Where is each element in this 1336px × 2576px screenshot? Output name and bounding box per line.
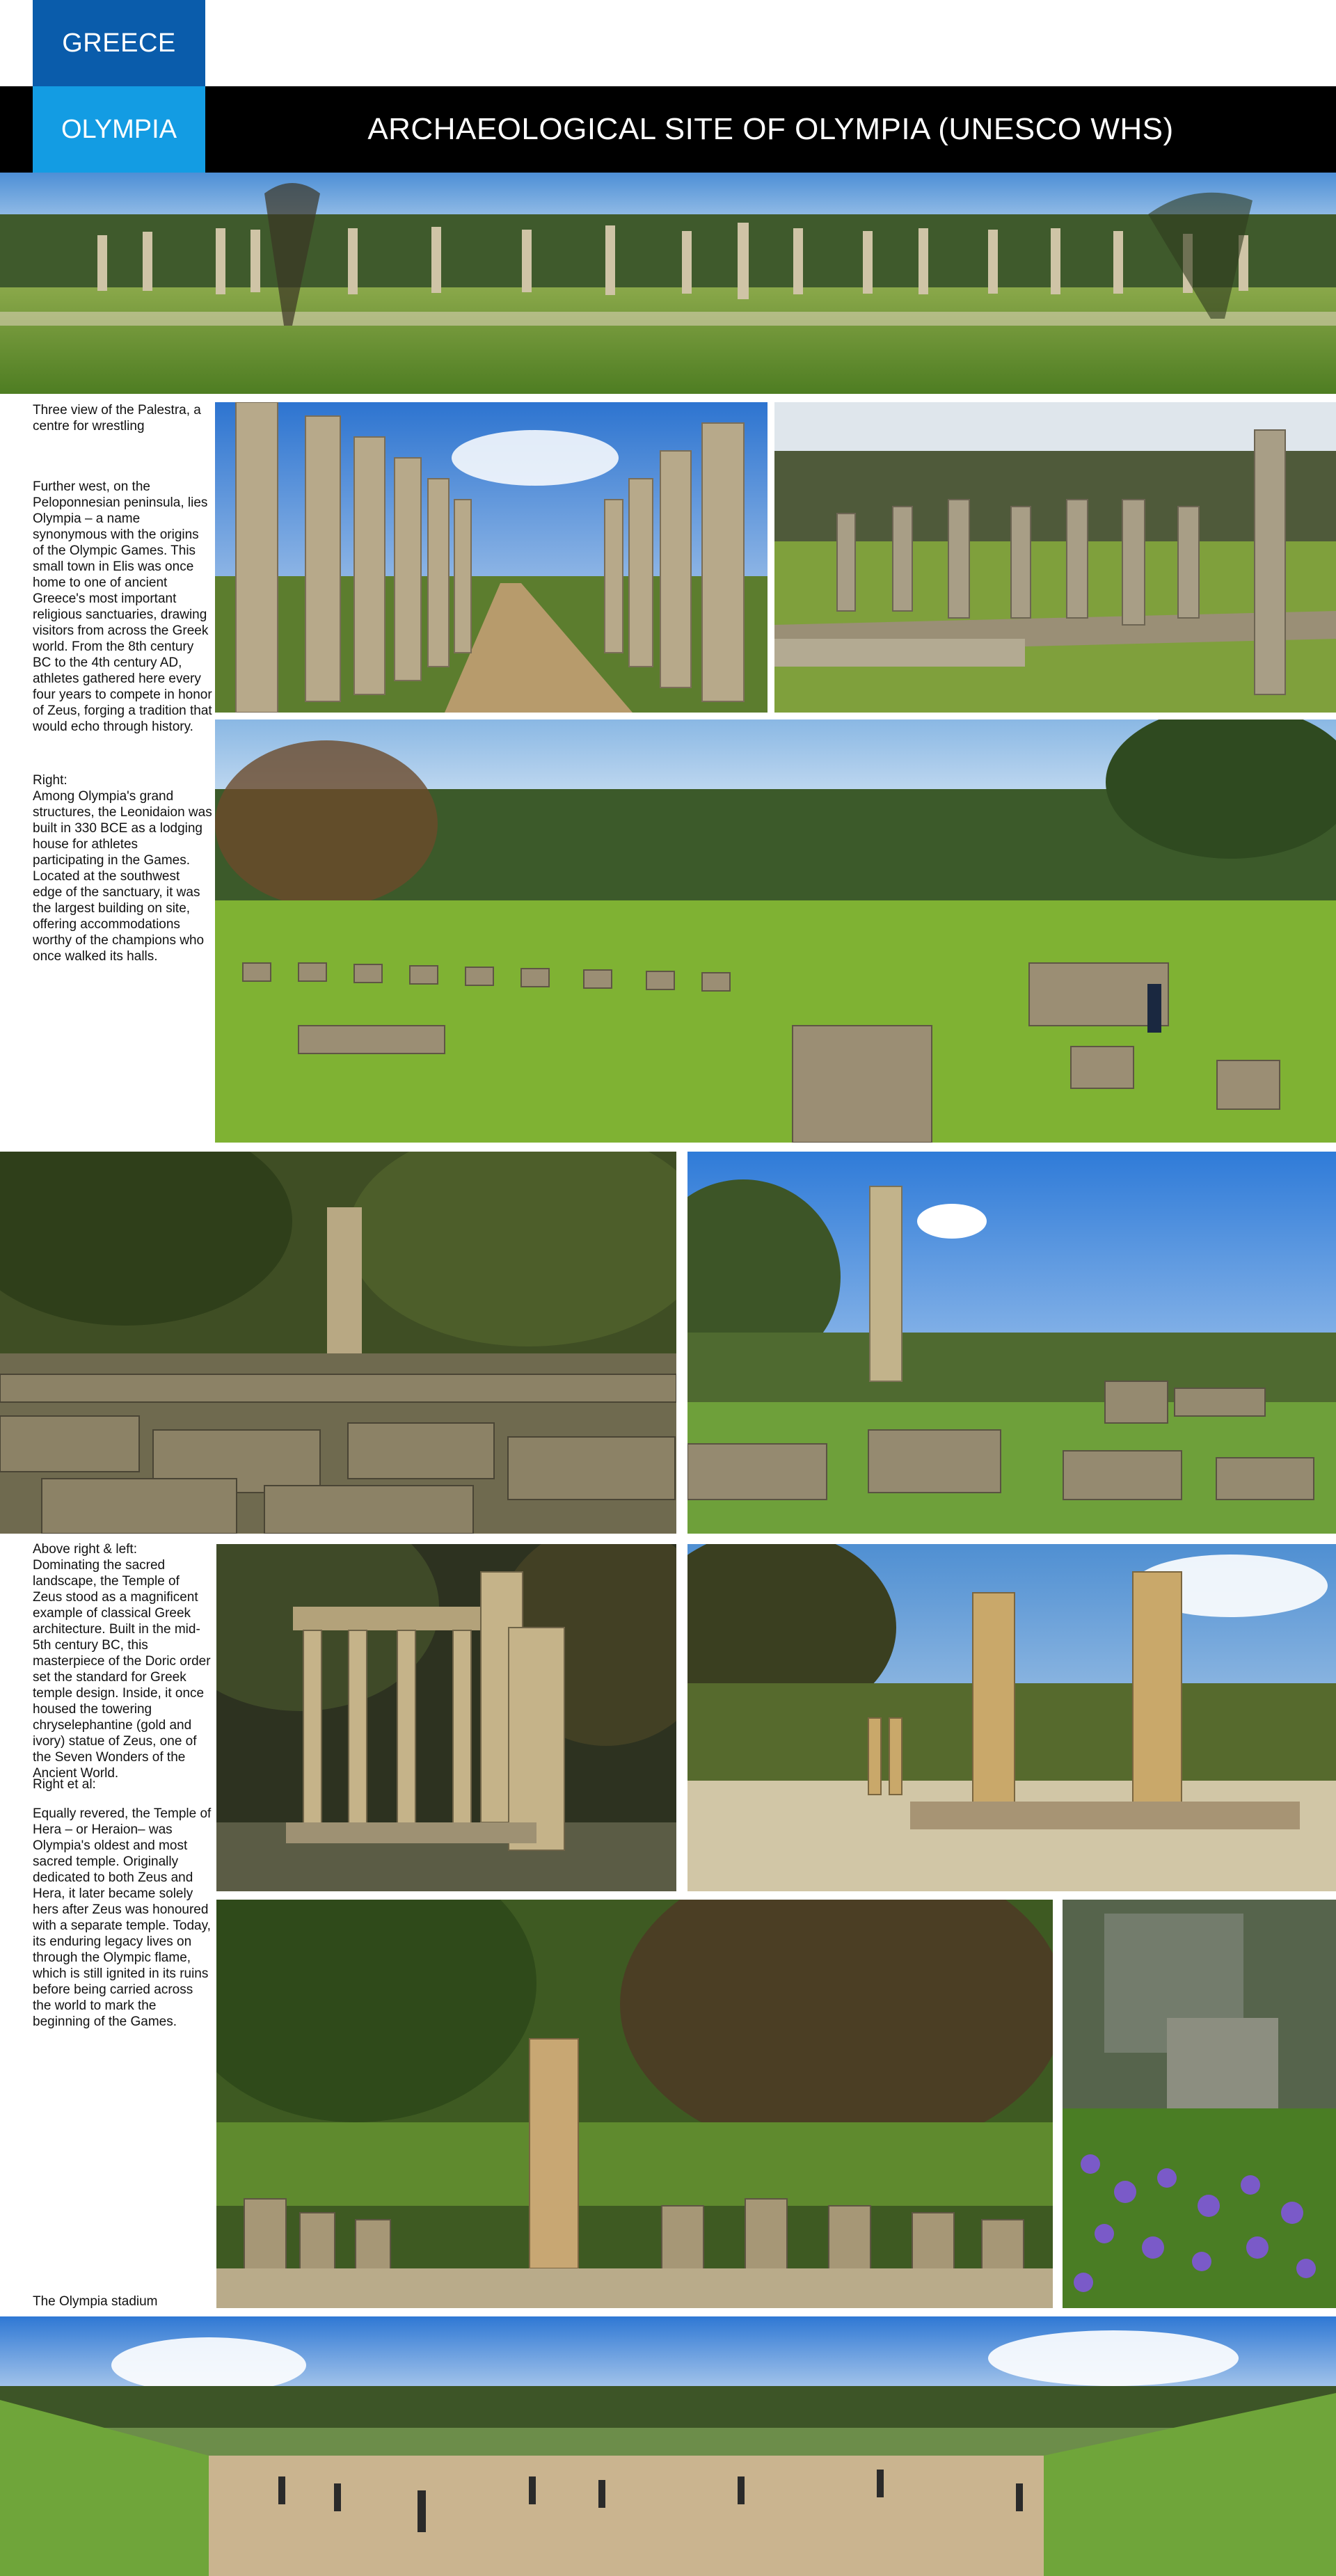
- philippeion-photo: [216, 1544, 676, 1891]
- caption-stadium: The Olympia stadium: [33, 2294, 158, 2309]
- temple-of-zeus-left-photo: [0, 1152, 676, 1534]
- caption-temple-of-hera: Equally revered, the Temple of Hera – or Heraion– was Olympia's oldest and most sacred temple. Originally dedicated to both Zeus and Hera, it later became solely hers after Zeus was honoured with a separate temple. Today, its enduring legacy lives on through the Olympic flame, which is still ignited in its ruins before being carried across the world to mark the beginning of the Games.: [33, 1806, 212, 2029]
- temple-of-hera-columns-photo: [687, 1544, 1336, 1891]
- caption-leonidaion: Right: Among Olympia's grand structures, the Leonidaion was built in 330 BCE as a lodging house for athletes participating in the Games. Located at the southwest edge of the sanctuary, it was the largest building on site, offering accommodations worthy of the champions who once walked its halls.: [33, 773, 212, 964]
- flowers-ruins-photo: [1063, 1900, 1336, 2308]
- panorama-palestra-photo: [0, 173, 1336, 394]
- place-label: OLYMPIA: [33, 86, 205, 173]
- caption-temple-of-zeus: Above right & left: Dominating the sacred landscape, the Temple of Zeus stood as a magnificent example of classical Greek architecture. Built in the mid-5th century BC, this masterpiece of the Doric order set the standard for Greek temple design. Inside, it once housed the towering chryselephantine (gold and ivory) statue of Zeus, one of the Seven Wonders of the Ancient World.: [33, 1542, 211, 1781]
- palestra-ruins-photo: [774, 402, 1336, 713]
- country-label: GREECE: [33, 0, 205, 86]
- caption-hera-label: Right et al:: [33, 1777, 96, 1792]
- temple-of-zeus-right-photo: [687, 1152, 1336, 1534]
- caption-palestra: Three view of the Palestra, a centre for wrestling: [33, 403, 201, 434]
- leonidaion-photo: [215, 719, 1336, 1143]
- page-title: ARCHAEOLOGICAL SITE OF OLYMPIA (UNESCO WHS): [367, 112, 1174, 146]
- caption-olympia-intro: Further west, on the Peloponnesian peninsula, lies Olympia – a name synonymous with the origins of the Olympic Games. This small town in Elis was once home to one of ancient Greece's most important religious sanctuaries, drawing visitors from across the Greek world. From the 8th century BC to the 4th century AD, athletes gathered here every four years to compete in honor of Zeus, forging a tradition that would echo through history.: [33, 479, 212, 734]
- palestra-colonnade-photo: [215, 402, 768, 713]
- temple-of-hera-ruins-photo: [216, 1900, 1053, 2308]
- stadium-panorama-photo: [0, 2316, 1336, 2576]
